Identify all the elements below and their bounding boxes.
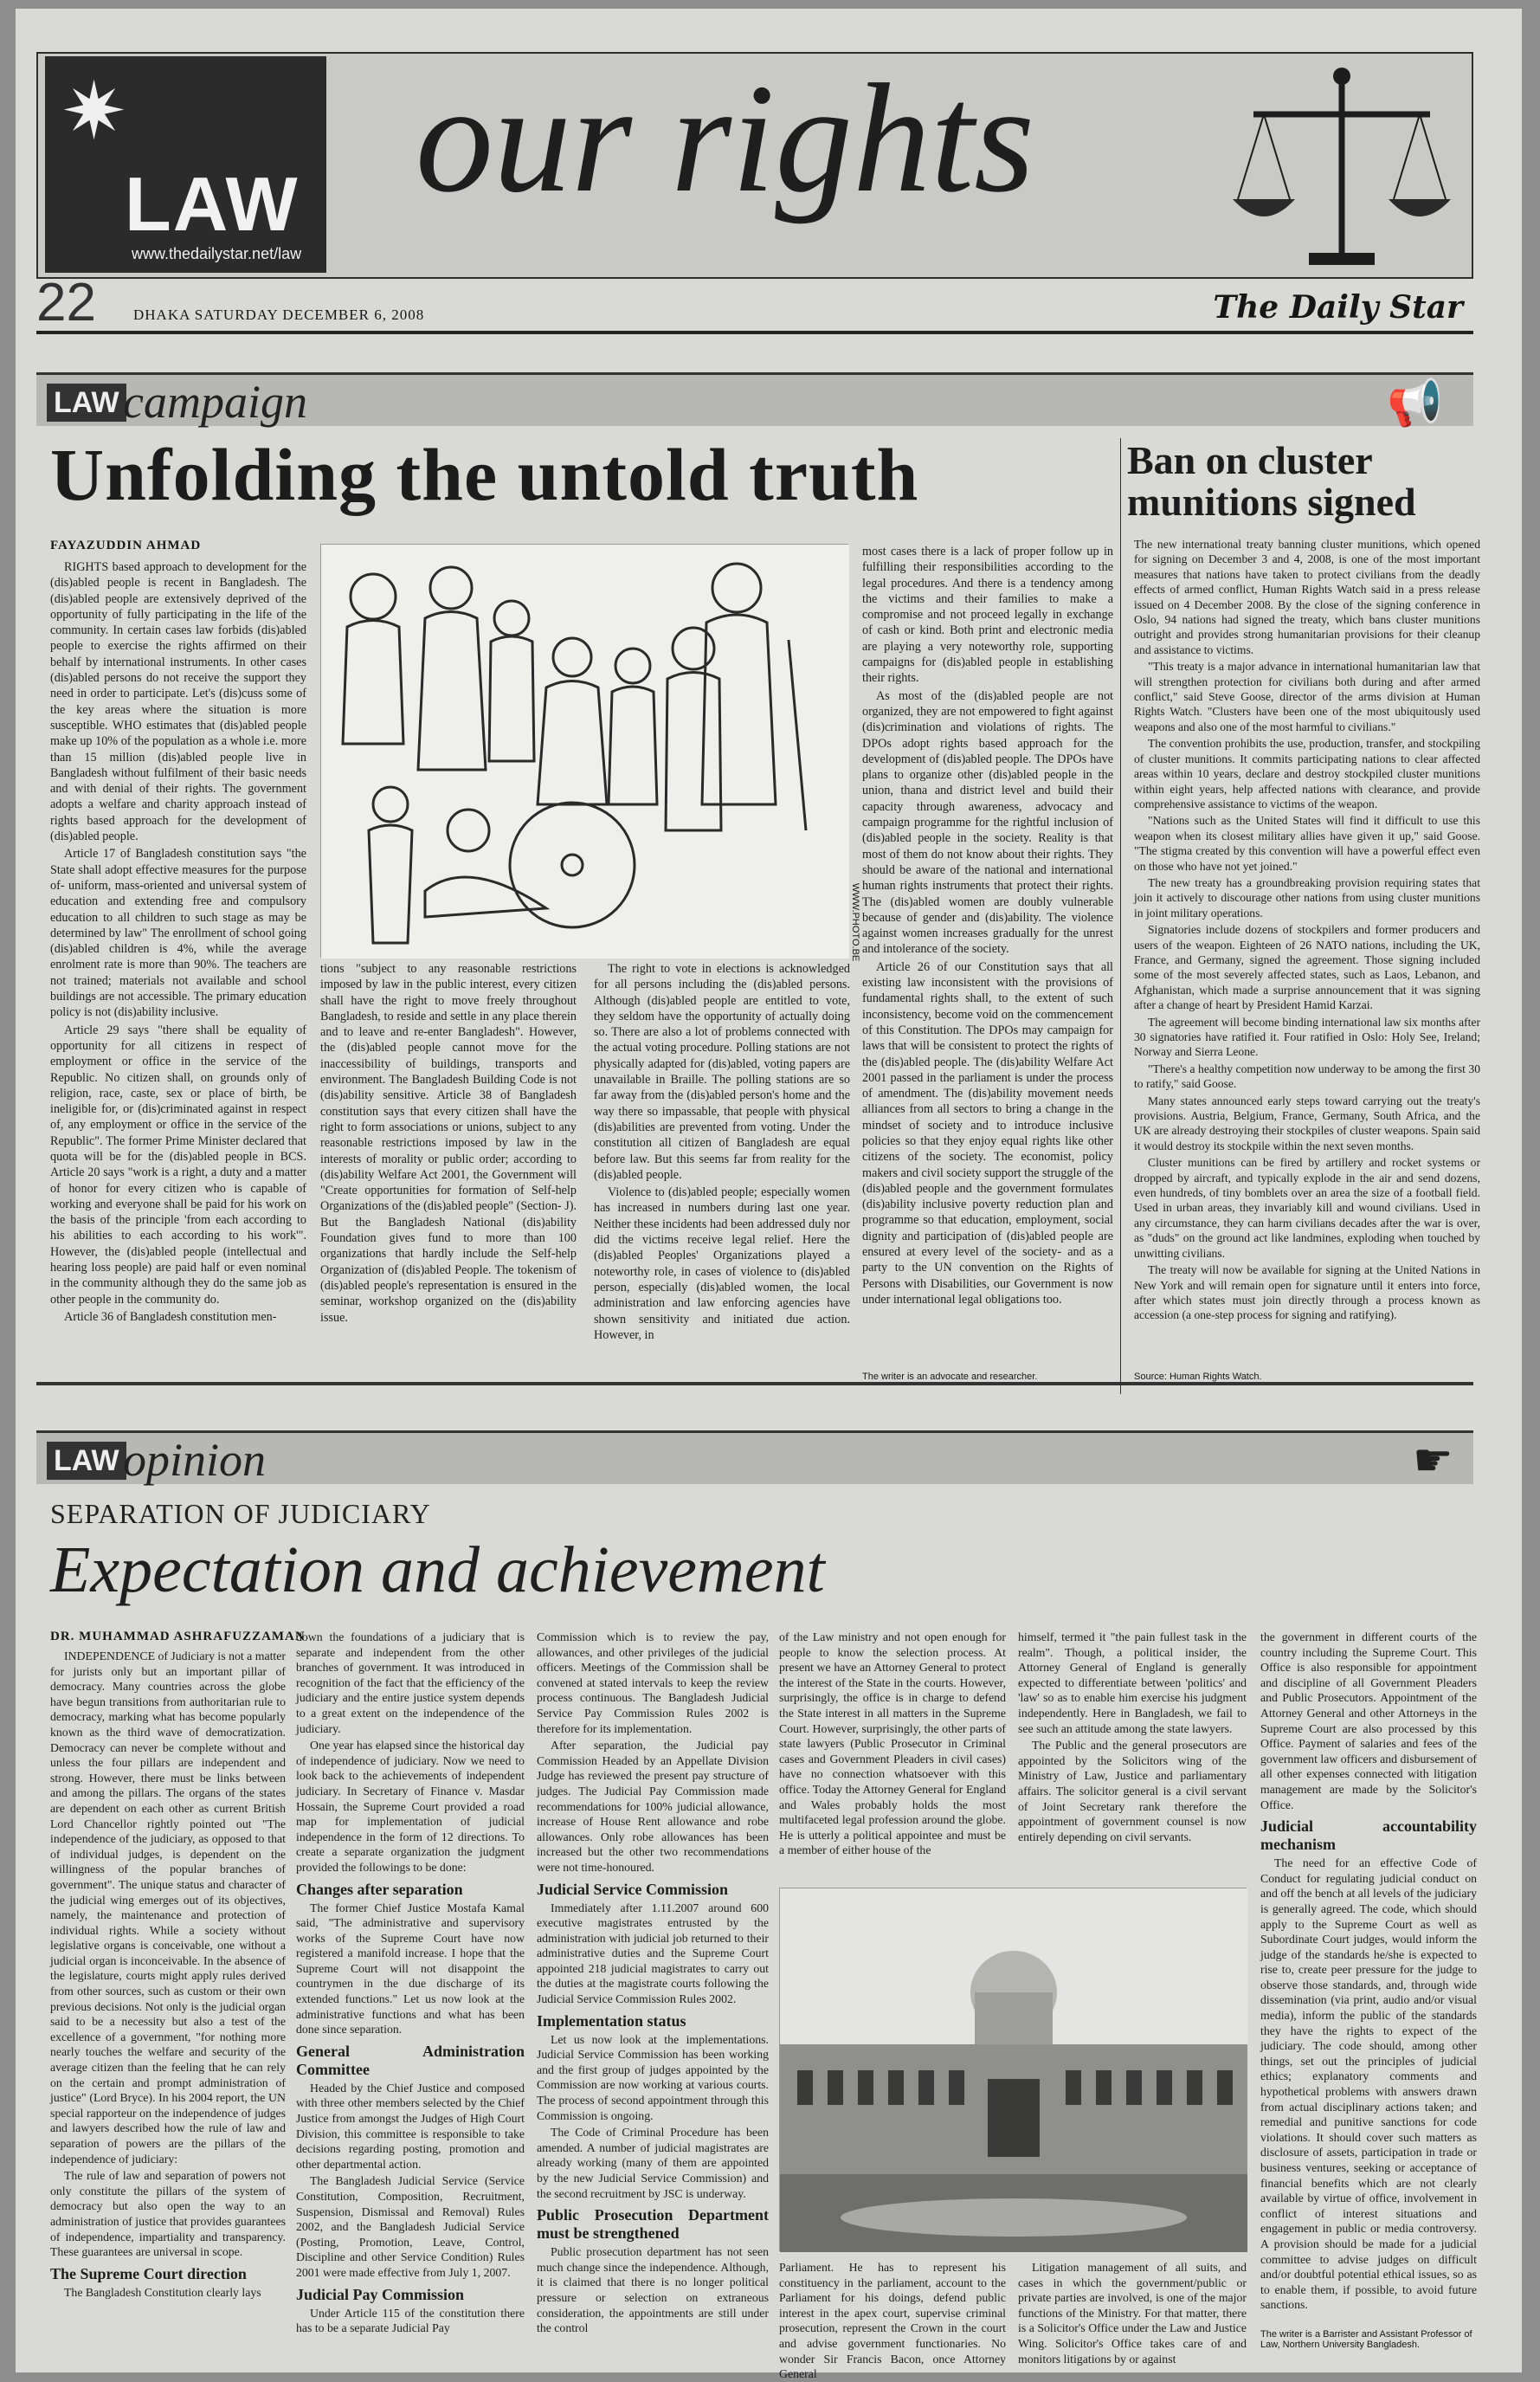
paragraph: "This treaty is a major advance in international humanitarian law that will strengthen protection for civilians both during and after armed conflict," said Steve Goose, director of the arms division at Human Rights Watch. "Clusters have been one of the most ubiquitously used weapons and also one of the most harmful to civilians." [1134,660,1480,733]
paragraph: Many states announced early steps toward carrying out the treaty's provisions. Austria, Belgium, France, Germany, South Africa, and the UK are already destroying their stockpiles of cluster weapons. Spain said it would destroy its stockpile within the next seven months. [1134,1094,1480,1152]
paragraph: As most of the (dis)abled people are not organized, they are not empowered to fight against (dis)crimination and violations of rights. The DPOs adopt rights based approach for the development of (dis)abled people. The DPOs have plans to organize other (dis)abled people in the union, thana and district level and build their capacity through awareness, advocacy and campaign programme for the rightful inclusion of (dis)abled people in the society. Reality is that most of them do not know about their rights. They should be aware of the national and international human rights instruments that protect their rights. The (dis)abled women are doubly vulnerable because of gender and (dis)ability. The violence against women increases gradually for the unrest and intolerance of the society. [862,688,1113,957]
paragraph: The right to vote in elections is acknowledged for all persons including the (dis)abled persons. Although (dis)abled people are entitled to vote, they seldom have the opportunity of actually doing so. There are also a lot of problems connected with the actual voting procedure. Polling stations are not physically adapted for (dis)abled, voting papers are unavailable in Braille. The polling stations are so far away from the (dis)abled person's home and the way there so impassable, that people with physical (dis)abilities are prevented from voting. Under the constitution all citizen of Bangladesh are equal before law. But this seems far from reality for the (dis)abled people. [594,962,850,1182]
campaign-section-band [36,372,1473,429]
paragraph: INDEPENDENCE of Judiciary is not a matter for jurists only but an important pillar of democracy. Many countries across the globe have begun transitions from authoritarian rule to democracy, marking what has become popularly known as the third wave of democratization. Democracy can never be complete without and unless the four pillars are independent and strong. However, there must be links between and among the pillars. The organs of the states are dependent on each other as current British Lord Chancellor rightly pointed out "The independence of the judiciary, as opposed to that of individual judges, is dependent on the willingness of the popular branches of government". The unique status and character of the judicial wing emerges out of its objectives, namely, the maintenance and protection of individual rights. While a society without legislative organs is conceivable, one without a judicial organ is inconceivable. In the absence of the legislature, courts might apply rules derived from other sources, such as custom or their own previous decisions. Not only is the judicial organ said to be a necessity but also a test of the excellence of a government, "for nothing more nearly touches the welfare and security of the average citizen than the feeling that he can rely on the certain and prompt administration of justice" (Lord Bryce). In his 2004 report, the UN special rapporteur on the independence of judges and lawyers described how the rule of law and separation of powers are the pillars of the independence of judiciary: [50,1649,286,2166]
opinion-column-2 [296,1630,525,2355]
paragraph: Public prosecution department has not seen much change since the independence. Although, it is claimed that there is no longer political pressure or selection on extraneous consideration, the appointments are still under the control [537,2245,769,2335]
sidebar-body [1134,537,1480,1366]
paragraph: Under Article 115 of the constitution there has to be a separate Judicial Pay [296,2306,525,2335]
paragraph: The former Chief Justice Mostafa Kamal said, "The administrative and supervisory works of the Supreme Court have now registered a manifold increase. I hope that the Supreme Court will not disappoint the countrymen in the due discharge of its extended functions." Let us now look at the administrative functions and what has been done since separation. [296,1901,525,2037]
paragraph: Signatories include dozens of stockpilers and former producers and users of the weapon. Eighteen of 26 NATO nations, including the UK, France, and Germany, signed the agreement. Those signing included some of the most severely affected states, such as Laos, Lebanon, and Afghanistan, which made a surprise announcement that it was signing after a change of heart by President Hamid Karzai. [1134,923,1480,1012]
opinion-column-4-bottom [779,2260,1006,2381]
paragraph: The treaty will now be available for signing at the United Nations in New York and will remain open for signature until it enters into force, after which states must join directly through a process known as accession (a one-step process for signing and ratifying). [1134,1263,1480,1322]
paragraph: One year has elapsed since the historical day of independence of judiciary. Now we need to look back to the achievements of independent judiciary. In Secretary of Finance v. Masdar Hossain, the Supreme Court provided a road map for implementation of judicial independence in the form of 12 directions. To create a separate organization the judgment provided the followings to be done: [296,1739,525,1874]
paragraph: Headed by the Chief Justice and composed with three other members selected by the Chief Justice from amongst the Judges of High Court Division, this committee is responsible to take decisions regarding posting, promotion and other departmental action. [296,2081,525,2171]
article-column-1 [50,559,306,1391]
article-kicker: SEPARATION OF JUDICIARY [50,1498,431,1529]
paragraph: Parliament. He has to represent his constituency in the parliament, account to the Parliament for his doings, defend public interest in the apex court, supervise criminal prosecution, represent the Crown in the court and advise government functionaries. No wonder Sir Francis Bacon, once Attorney General [779,2261,1006,2381]
article-column-2 [320,961,577,1391]
article-column-4 [862,544,1113,1365]
paragraph: The new international treaty banning cluster munitions, which opened for signing on December 3 and 4, 2008, is one of the most important measures that nations have taken to protect civilians from the deadly effects of armed conflict, Human Rights Watch said in a press release issued on 4 December 2008. By the close of the signing conference in Oslo, 94 nations had signed the treaty, which bans cluster munitions outright and provides strong humanitarian provisions for their cleanup and assistance to victims. [1134,538,1480,656]
opinion-section-band [36,1430,1473,1487]
paragraph: The Public and the general prosecutors are appointed by the Solicitors wing of the Ministry of Law, Justice and parliamentary affairs. The solicitor general is a civil servant of Joint Secretary rank therefore the appointment of government counsel is now entirely depending on civil servants. [1018,1739,1247,1843]
paragraph: down the foundations of a judiciary that is separate and independent from the other branches of government. It was introduced in recognition of the fact that the efficiency of the judiciary and the entire justice system depends to a great extent on the independence of the judiciary. [296,1630,525,1735]
balance-scale-icon [1229,61,1454,268]
paragraph: tions "subject to any reasonable restrictions imposed by law in the public interest, every citizen shall have the right to move freely throughout Bangladesh, to reside and settle in any place therein and to leave and re-enter Bangladesh". However, the (dis)abled people cannot move for the inaccessibility of buildings, transports and environment. The Bangladesh Building Code is not (dis)ability sensitive. Article 38 of Bangladesh constitution says that every citizen shall have the right to form associations or unions, subject to any reasonable restrictions imposed by law in the interests of morality or public order; according to (dis)ability Welfare Act 2001, the Government will "Create opportunities for formation of Self-help Organizations of the (dis)abled people" (Section- J). But the Bangladesh National (dis)ability Foundation gives fund to more than 100 organizations that hardly include the Self-help Organization of (dis)abled People. The tokenism of (dis)abled people's representation is ensured in the seminar, workshop organized on the (dis)ability issue. [320,962,577,1325]
opinion-column-5 [1018,1630,1247,1882]
paragraph: The need for an effective Code of Conduct for regulating judicial conduct on and off the bench at all levels of the judiciary is generally agreed. The code, which should apply to the Supreme Court as well as Subordinate Court judges, would inform the judge of the standards he/she is expected to rise to, create peer pressure for the judge to observe those standards, and, through wide dissemination (via print, audio and/or visual media), inform the public of the standards they have the rights to expect of the judiciary. The code should, among other things, set out the principles of judicial ethics; explanatory comments and hypothetical problems with answers drawn from actual disciplinary actions taken; and remedial and punitive sanctions for code violations. It should cover such matters as disclosure of assets, participation in trade or business ventures, seeking or acceptance of financial benefits which are not clearly available by virtue of office, involvement in conflict of interest situations and engagement in public or media controversy. A provision should be made for a judicial committee to advise judges on difficult and/or doubtful potential ethical issues, so as to enable them, if possible, to avoid future sanctions. [1260,1856,1477,2312]
paragraph: most cases there is a lack of proper follow up in fulfilling their responsibilities according to the legal procedures. And there is a tendency among the victims and their families to make a compromise and not proceed legally in exchange of cash or kind. Both print and electronic media are playing a very noteworthy role, supporting campaigns for (dis)abled people in establishing their rights. [862,545,1113,686]
section-tag: LAW [47,1442,126,1480]
disabled-people-illustration [320,544,848,958]
opinion-column-5-bottom [1018,2260,1247,2366]
paragraph: The agreement will become binding international law six months after 30 signatories have ratified it. Four ratified in Oslo: Holy See, Ireland; Norway and Sierra Leone. [1134,1015,1480,1059]
paragraph: "Nations such as the United States will find it difficult to use this weapon when its closest military allies have given it up," said Goose. "The stigma created by this convention will have a powerful effect even on those who have not yet joined." [1134,814,1480,873]
paragraph: The new treaty has a groundbreaking provision requiring states that join it actively to discourage other nations from using cluster munitions in joint military operations. [1134,875,1480,920]
paragraph: Commission which is to review the pay, allowances, and other privileges of the judicial officers. Meetings of the Commission shall be convened at stated intervals to keep the review process continuous. The Bangladesh Judicial Service Pay Commission Rules 2002 is therefore for its implementation. [537,1630,769,1735]
paragraph: the government in different courts of the country including the Supreme Court. This Office is also responsible for appointment and discipline of all Government Pleaders and Public Prosecutors. Appointment of the Attorney General and other Attorneys in the Supreme Court are also processed by this Office. Payment of salaries and fees of the government law officers and disbursement of all other expenses connected with litigation management are made by the Solicitor's Office. [1260,1630,1477,1811]
newspaper-name: The Daily Star [1213,289,1463,326]
paragraph: After separation, the Judicial pay Commission Headed by an Appellate Division Judge has reviewed the present pay structure of judges. The Judicial Pay Commission made recommendations for 100% judicial allowance, increase of House Rent allowance and robe allowances. Only robe allowances has been increased but the other two recommendations were not time-honoured. [537,1739,769,1874]
section-name: opinion [123,1434,267,1486]
paragraph: Violence to (dis)abled people; especially women has increased in numbers during last one year. Neither these incidents had been addressed duly nor did the victims receive legal relief. Here the (dis)abled Peoples' Organizations played a noteworthy role, in cases of violence to (dis)abled person, especially (dis)abled women, the local administration and law enforcing agencies have shown sensitivity and initiated due action. However, in [594,1185,850,1342]
paragraph: The Bangladesh Judicial Service (Service Constitution, Composition, Recruitment, Suspension, Dismissal and Removal) Rules 2002, and the Bangladesh Judicial Service (Posting, Promotion, Leave, Control, Discipline and other Service Condition) Rules 2001 were made effective from July 1, 2007. [296,2174,525,2279]
paragraph: Let us now look at the implementations. Judicial Service Commission has been working and the first group of judges appointed by the Commission are now working at various courts. The process of second appointment through this Commission is ongoing. [537,2032,769,2122]
megaphone-icon: 📢 [1387,378,1443,429]
paragraph: The Code of Criminal Procedure has been amended. A number of judicial magistrates are already working (many of them are appointed by the new Judicial Service Commission) and the second recruitment by JSC is underway. [537,2126,769,2200]
star-burst-icon: ✷ [61,65,128,158]
section-name: campaign [123,376,307,428]
sidebar-source: Source: Human Rights Watch. [1134,1372,1262,1382]
law-logo-box [45,56,326,273]
section-divider [36,1382,1473,1385]
paragraph: The convention prohibits the use, production, transfer, and stockpiling of cluster munitions. It commits participating nations to clear affected areas within 10 years, declare and destroy stockpiled cluster munitions within eight years, help affected nations with clearance, and provide comprehensive assistance to victims of the weapon. [1134,737,1480,810]
paragraph: Article 17 of Bangladesh constitution says "the State shall adopt effective measures for the purpose of- uniform, mass-oriented and universal system of education and extending free and compulsory education to all children to such stage as may be determined by law" The enrollment of school going (dis)abled children is 4%, while the average enrolment rate is more than 90%. The teachers are not trained; materials not available and school buildings are not accessible. The primary education policy is not (dis)ability inclusive. [50,847,306,1020]
paragraph: Litigation management of all suits, and cases in which the government/public or private parties are involved, is one of the major functions of the Ministry. For that matter, there is a Solicitor's Office under the Law and Justice Wing. Solicitor's Office takes care of and monitors litigations by or against [1018,2261,1247,2366]
paragraph: Immediately after 1.11.2007 around 600 executive magistrates entrusted by the administration with judicial job returned to their administrative duties and the Supreme Court appointed 218 judicial magistrates to carry out the duties at the magistrate courts following the Judicial Service Commission Rules 2002. [537,1901,769,2006]
byline: FAYAZUDDIN AHMAD [50,539,202,552]
opinion-column-1 [50,1649,286,2355]
paragraph: RIGHTS based approach to development for the (dis)abled people is recent in Bangladesh. The (dis)abled people are extensively deprived of the opportunity of fully participating in the life of the community. In certain cases law forbids (dis)abled people to exercise the rights affirmed on their behalf by international instruments. In other cases (dis)abled persons do not receive the support they need in order to participate. Let's (dis)cuss some of the key areas where the situation is more susceptible. WHO estimates that (dis)abled people make up 10% of the population as a whole i.e. more than 15 million (dis)abled people live in Bangladesh without fulfilment of their basic needs and with denial of their rights. The government adopts a welfare and charity approach instead of rights based approach for the development of (dis)abled people. [50,560,306,844]
page-title: our rights [416,52,1035,224]
supreme-court-photo [779,1888,1247,2251]
author-note: The writer is a Barrister and Assistant Professor of Law, Northern University Bangladesh. [1260,2329,1472,2350]
section-tag: LAW [47,384,126,422]
subhead: Judicial accountability mechanism [1260,1817,1477,1854]
headline: Expectation and achievement [50,1533,825,1606]
pointing-hand-icon: ☛ [1413,1435,1453,1487]
sidebar-headline: Ban on cluster munitions signed [1127,438,1416,524]
column-rule [1120,438,1121,1394]
court-building-icon [780,1888,1247,2252]
law-logo-text: LAW [125,161,300,247]
paragraph: Cluster munitions can be fired by artillery and rocket systems or dropped by aircraft, and typically explode in the air and send dozens, even hundreds, of tiny bomblets over an area the size of a football field. Used in urban areas, they invariably kill and wound civilians. Used in any circumstance, they can harm civilians decades after the war is over, as "duds" on the ground act like landmines, exploding when touched by unwitting civilians. [1134,1156,1480,1260]
masthead [36,43,1473,277]
subhead: Changes after separation [296,1880,463,1898]
subhead: Judicial Pay Commission [296,2285,465,2303]
article-column-3 [594,961,850,1391]
people-group-icon [321,545,849,959]
page-number: 22 [36,273,96,332]
byline: DR. MUHAMMAD ASHRAFUZZAMAN [50,1630,306,1643]
photo-credit: WWW.PHOTO.BE [850,883,860,962]
paragraph: himself, termed it "the pain fullest task in the realm". Though, a political insider, the Attorney General of England is generally expected to differentiate between 'politics' and 'law' so as to enable him exercise his judgment independently. Here in Bangladesh, we fail to see such an attitude among the state lawyers. [1018,1630,1247,1735]
paragraph: Article 29 says "there shall be equality of opportunity for all citizens in respect of employment or office in the service of the Republic. No citizen shall, on grounds only of religion, race, caste, sex or place of birth, be ineligible for, or (dis)criminated against in respect of, any employment or office in the service of the Republic". The former Prime Minister declared that quota will be for the (dis)abled people in BCS. Article 20 says "work is a right, a duty and a matter of honor for every citizen who is capable of working and everyone shall be paid for his work on the basis of the principle 'from each according to his abilities to each according to his work'". However, the (dis)abled people (intellectual and hearing loss people) are paid half or even nominal in the community although they do the same job as other people in the community do. [50,1023,306,1307]
opinion-column-4 [779,1630,1006,1882]
headline: Unfolding the untold truth [50,433,919,516]
paragraph: Article 26 of our Constitution says that all existing law inconsistent with the provisions of fundamental rights shall, to the extent of such inconsistency, become void on the commencement of this Constitution. The DPOs may campaign for laws that will be consistent to protect the rights of the (dis)abled people. The (dis)ability Welfare Act 2001 passed in the parliament is under the process of amendment. The (dis)ability movement needs alliances from all sectors to bring a change in the mindset of society and to introduce inclusive policies so that they enjoy equal rights like other citizens of the society. The economist, policy makers and civil society support the struggle of the (dis)abled people and the government formulates (dis)ability inclusive poverty reduction plan and programme so that education, employment, social dignity and participation of (dis)abled people are ensured at every level of the society- and as a party to the UN convention on the Rights of Persons with Disabilities, our Government is now under international legal obligations too. [862,959,1113,1307]
dateline-bar [36,273,1473,334]
subhead: Public Prosecution Department must be strengthened [537,2206,769,2243]
paragraph: Article 36 of Bangladesh constitution men- [64,1309,277,1324]
opinion-column-3 [537,1630,769,2355]
subhead: Implementation status [537,2011,686,2030]
paragraph: "There's a healthy competition now underway to be among the first 30 to ratify," said Goose. [1134,1062,1480,1091]
issue-date: DHAKA SATURDAY DECEMBER 6, 2008 [133,307,425,323]
paragraph: of the Law ministry and not open enough for people to know the selection process. At present we have an Attorney General to protect the interest of the State in the courts. However, surprisingly, the office is in charge to defend the State interest in all matters in the Supreme Court. However, surprisingly, the other parts of state lawyers (Public Prosecutor in Criminal cases and Government Pleaders in civil cases) have no connection whatsoever with this office. Today the Attorney General for England and Wales probably holds the most multifaceted legal profession around the globe. He is utterly a political appointee and must be a member of either house of the [779,1630,1006,1857]
subhead: The Supreme Court direction [50,2264,247,2282]
paragraph: The rule of law and separation of powers not only constitute the pillars of the system of democracy but also open the way to an administration of justice that provides guarantees of independence, impartiality and transparency. These guarantees are universal in scope. [50,2169,286,2259]
subhead: General Administration Committee [296,2042,525,2078]
opinion-column-6 [1260,1630,1477,2322]
paragraph: The Bangladesh Constitution clearly lays [64,2285,261,2299]
law-url: www.thedailystar.net/law [132,245,302,262]
subhead: Judicial Service Commission [537,1880,728,1898]
author-note: The writer is an advocate and researcher. [862,1372,1038,1382]
